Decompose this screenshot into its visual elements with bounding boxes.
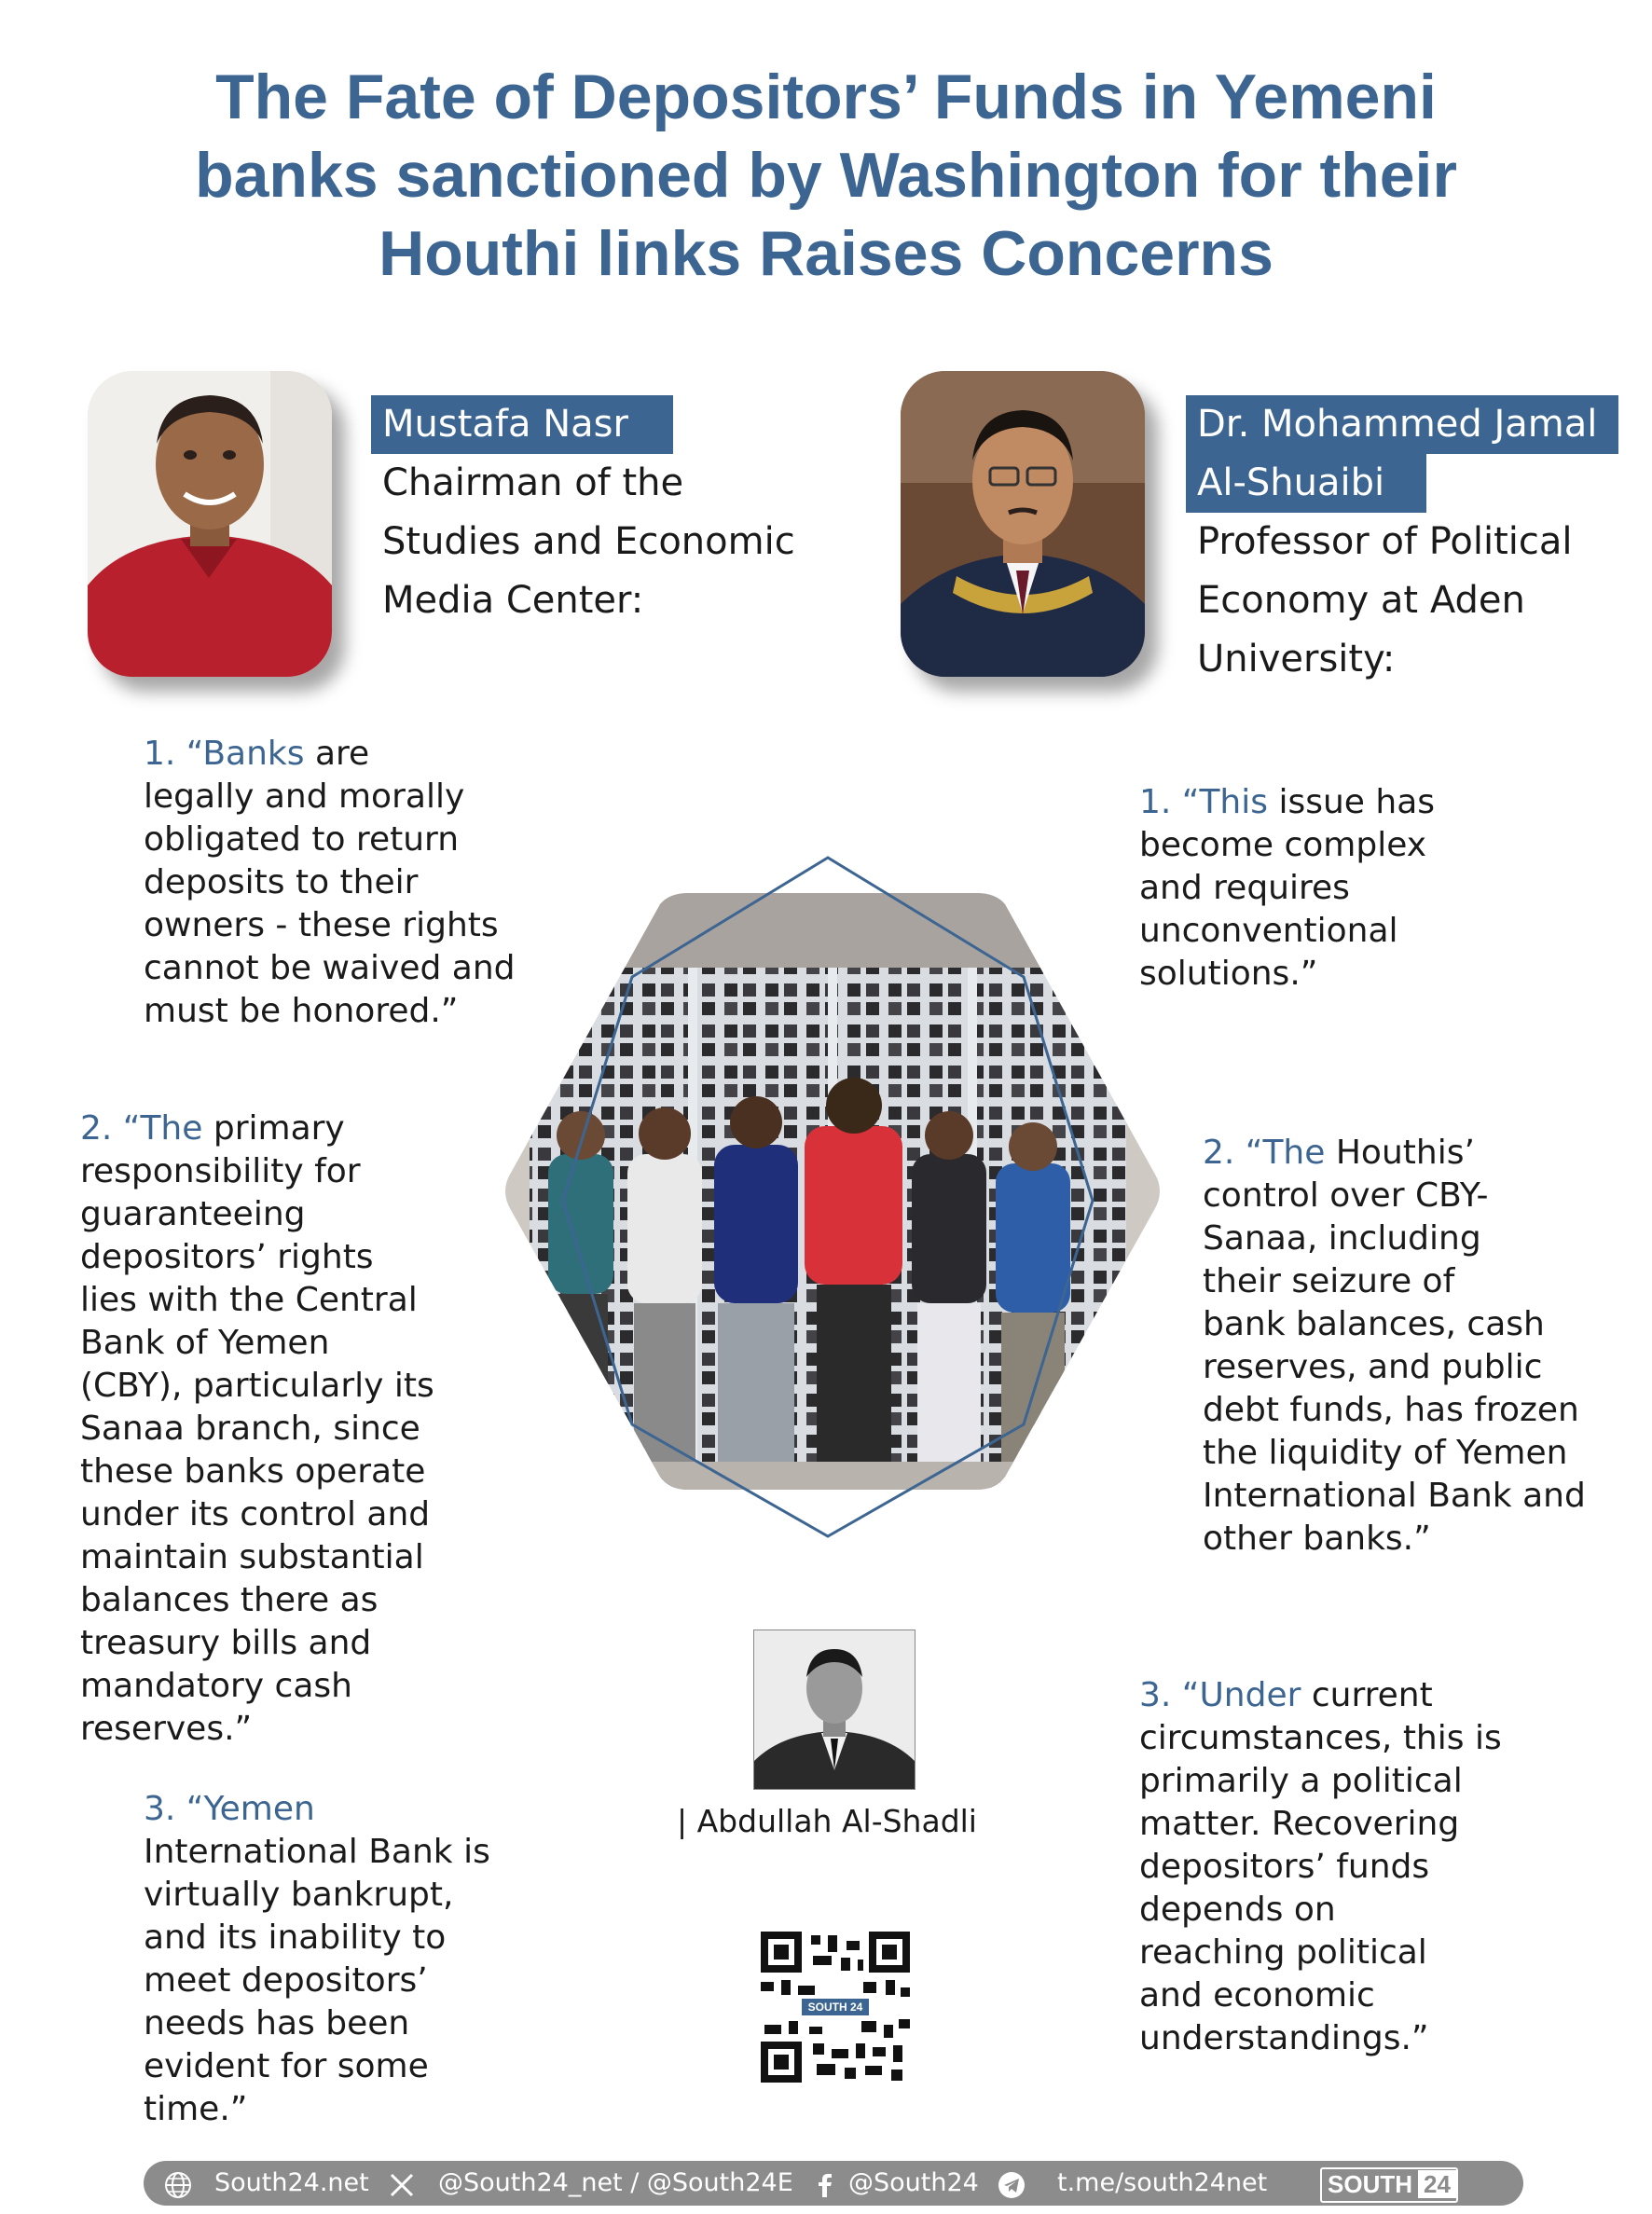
quote-line: legally and morally bbox=[144, 777, 465, 816]
title-line: banks sanctioned by Washington for their bbox=[195, 140, 1457, 211]
quote-line: meet depositors’ bbox=[144, 1961, 428, 2000]
quote-line: lies with the Central bbox=[80, 1281, 418, 1319]
quote-line: reserves, and public bbox=[1203, 1348, 1543, 1386]
quote-line: other banks.” bbox=[1203, 1520, 1431, 1558]
quote-lead: 3. “Under bbox=[1139, 1676, 1301, 1714]
quote-line: depositors’ funds bbox=[1139, 1848, 1430, 1886]
qr-code[interactable] bbox=[761, 1932, 910, 2083]
quote-line: their seizure of bbox=[1203, 1262, 1455, 1300]
facebook-icon bbox=[811, 2169, 839, 2197]
right-expert-role-line: Professor of Political bbox=[1197, 520, 1573, 563]
right-expert-info bbox=[1197, 395, 1618, 689]
quote-text: issue has bbox=[1268, 783, 1436, 821]
logo-text: SOUTH bbox=[1328, 2170, 1412, 2198]
quote-line: International Bank and bbox=[1203, 1477, 1586, 1515]
quote-text: are bbox=[304, 735, 370, 773]
quote-line: bank balances, cash bbox=[1203, 1305, 1545, 1343]
quote-line: matter. Recovering bbox=[1139, 1805, 1460, 1843]
quote-line: Sanaa branch, since bbox=[80, 1410, 420, 1448]
right-expert-name: Dr. Mohammed Jamal bbox=[1186, 395, 1618, 454]
left-quote-2 bbox=[80, 1107, 434, 1751]
author-name: | Abdullah Al-Shadli bbox=[677, 1803, 977, 1839]
quote-text: Houthis’ bbox=[1325, 1134, 1475, 1172]
quote-line: obligated to return bbox=[144, 820, 460, 859]
quote-line: primarily a political bbox=[1139, 1762, 1463, 1800]
quote-line: reaching political bbox=[1139, 1933, 1427, 1972]
quote-line: cannot be waived and bbox=[144, 949, 516, 987]
south24-logo bbox=[1320, 2167, 1458, 2203]
quote-line: balances there as bbox=[80, 1581, 379, 1619]
quote-line: and requires bbox=[1139, 869, 1350, 907]
quote-line: and its inability to bbox=[144, 1918, 447, 1957]
quote-line: reserves.” bbox=[80, 1710, 253, 1748]
quote-line: depositors’ rights bbox=[80, 1238, 374, 1276]
quote-line: guaranteeing bbox=[80, 1195, 306, 1233]
facebook-link[interactable]: @South24 bbox=[848, 2168, 979, 2197]
footer-bar bbox=[144, 2161, 1523, 2206]
quote-line: unconventional bbox=[1139, 912, 1398, 950]
quote-line: owners - these rights bbox=[144, 906, 499, 944]
quote-line: Bank of Yemen bbox=[80, 1324, 330, 1362]
x-handles-link[interactable]: @South24_net / @South24E bbox=[438, 2168, 793, 2197]
quote-line: and economic bbox=[1139, 1976, 1375, 2015]
x-icon bbox=[388, 2169, 416, 2197]
left-quote-3 bbox=[144, 1788, 490, 2131]
quote-line: debt funds, has frozen bbox=[1203, 1391, 1579, 1429]
qr-label: SOUTH 24 bbox=[807, 2001, 863, 2014]
author-photo bbox=[753, 1630, 915, 1790]
left-expert-photo bbox=[88, 371, 332, 677]
logo-number: 24 bbox=[1418, 2170, 1456, 2198]
quote-line: virtually bankrupt, bbox=[144, 1876, 454, 1914]
left-expert-role-line: Media Center: bbox=[382, 579, 644, 622]
quote-line: must be honored.” bbox=[144, 992, 459, 1030]
quote-line: depends on bbox=[1139, 1891, 1336, 1929]
quote-lead: 3. “Yemen bbox=[144, 1790, 315, 1828]
quote-line: control over CBY- bbox=[1203, 1176, 1489, 1215]
right-expert-role-line: Economy at Aden bbox=[1197, 579, 1525, 622]
right-quote-1 bbox=[1139, 781, 1435, 996]
title-line: The Fate of Depositors’ Funds in Yemeni bbox=[215, 62, 1437, 132]
quote-line: deposits to their bbox=[144, 863, 419, 901]
quote-line: needs has been bbox=[144, 2004, 410, 2042]
quote-line: (CBY), particularly its bbox=[80, 1367, 434, 1405]
quote-lead: 2. “The bbox=[80, 1109, 203, 1148]
quote-line: mandatory cash bbox=[80, 1667, 352, 1705]
left-quote-1 bbox=[144, 733, 516, 1033]
quote-line: the liquidity of Yemen bbox=[1203, 1434, 1568, 1472]
quote-line: these banks operate bbox=[80, 1452, 426, 1491]
left-expert-role-line: Chairman of the bbox=[382, 461, 684, 504]
right-expert-role-line: University: bbox=[1197, 638, 1396, 681]
right-expert-photo bbox=[901, 371, 1145, 677]
telegram-icon bbox=[998, 2169, 1026, 2197]
quote-text: current bbox=[1301, 1676, 1433, 1714]
left-expert-name: Mustafa Nasr bbox=[371, 395, 673, 454]
quote-text: primary bbox=[202, 1109, 345, 1148]
right-expert-name: Al-Shuaibi bbox=[1186, 454, 1426, 513]
quote-line: treasury bills and bbox=[80, 1624, 372, 1662]
quote-line: solutions.” bbox=[1139, 955, 1318, 993]
quote-line: International Bank is bbox=[144, 1833, 490, 1871]
quote-line: under its control and bbox=[80, 1495, 431, 1533]
left-expert-info bbox=[382, 395, 795, 630]
quote-line: Sanaa, including bbox=[1203, 1219, 1481, 1258]
quote-lead: 1. “This bbox=[1139, 783, 1269, 821]
quote-line: maintain substantial bbox=[80, 1538, 424, 1576]
quote-line: responsibility for bbox=[80, 1152, 361, 1190]
quote-line: time.” bbox=[144, 2090, 248, 2128]
quote-line: circumstances, this is bbox=[1139, 1719, 1502, 1757]
right-quote-2 bbox=[1203, 1132, 1586, 1561]
quote-line: understandings.” bbox=[1139, 2019, 1429, 2057]
quote-lead: 1. “Banks bbox=[144, 735, 305, 773]
right-quote-3 bbox=[1139, 1674, 1502, 2060]
left-expert-role-line: Studies and Economic bbox=[382, 520, 795, 563]
quote-line: evident for some bbox=[144, 2047, 429, 2085]
title-line: Houthi links Raises Concerns bbox=[379, 218, 1273, 289]
globe-icon bbox=[164, 2169, 192, 2197]
central-hexagon-photo bbox=[474, 856, 1182, 1583]
quote-line: become complex bbox=[1139, 826, 1427, 864]
page-title bbox=[56, 58, 1596, 293]
quote-lead: 2. “The bbox=[1203, 1134, 1326, 1172]
website-link[interactable]: South24.net bbox=[214, 2168, 369, 2197]
telegram-link[interactable]: t.me/south24net bbox=[1057, 2168, 1268, 2197]
